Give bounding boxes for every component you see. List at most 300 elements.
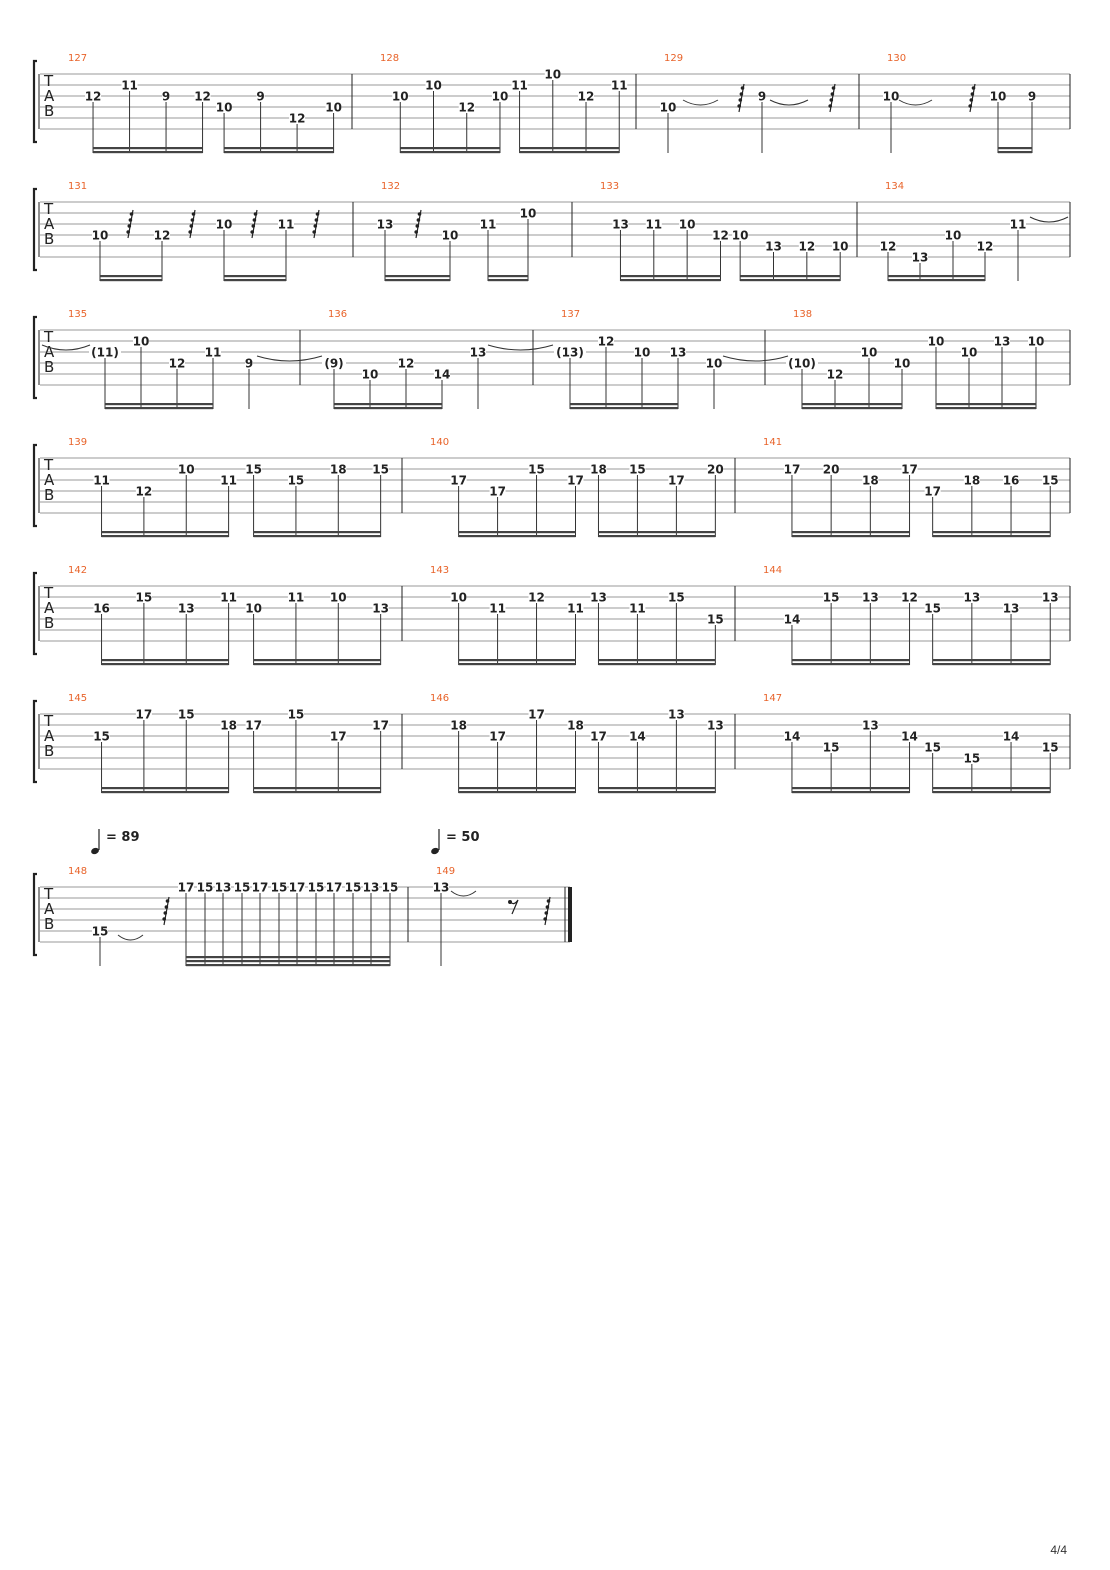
beam — [100, 279, 162, 281]
measure-139 — [68, 437, 402, 537]
beam — [488, 279, 528, 281]
fret-number: 17 — [288, 880, 306, 895]
quarter-note-icon — [90, 847, 100, 855]
fret-number: 14 — [783, 612, 801, 627]
fret-number: 18 — [590, 462, 607, 477]
fret-number: 15 — [822, 590, 840, 605]
measure-number: 146 — [430, 693, 450, 704]
measure-number: 145 — [68, 693, 88, 704]
fret-number: 11 — [489, 601, 506, 616]
fret-number: 13 — [861, 718, 879, 733]
fret-number: 20 — [707, 462, 724, 477]
tab-letter-a: A — [44, 87, 55, 105]
tie-arc — [723, 356, 788, 361]
beam — [792, 787, 910, 789]
fret-number: 10 — [831, 239, 849, 254]
fret-number: 11 — [93, 473, 110, 488]
fret-number: 15 — [287, 707, 305, 722]
measure-number: 136 — [328, 309, 348, 320]
final-barline-thick — [568, 887, 572, 942]
measure-number: 130 — [887, 53, 907, 64]
fret-number: (10) — [788, 356, 816, 371]
fret-number: 12 — [168, 356, 186, 371]
beam — [933, 663, 1051, 665]
beam — [598, 791, 715, 793]
measure-number: 149 — [436, 866, 456, 877]
system-bracket — [34, 573, 37, 654]
fret-number: 10 — [215, 217, 233, 232]
system-3 — [34, 309, 1070, 409]
tab-letter-a: A — [44, 215, 55, 233]
measure-number: 127 — [68, 53, 88, 64]
fret-number: 10 — [1027, 334, 1045, 349]
measure-132 — [377, 181, 572, 281]
fret-number: 12 — [397, 356, 415, 371]
fret-number: 13 — [861, 590, 879, 605]
fret-number: 12 — [597, 334, 615, 349]
measure-146 — [430, 693, 735, 793]
beam — [740, 275, 840, 277]
fret-number: 13 — [1041, 590, 1059, 605]
fret-number: 15 — [91, 924, 109, 939]
measure-number: 131 — [68, 181, 88, 192]
fret-number: 9 — [244, 356, 254, 371]
fret-number: 10 — [960, 345, 978, 360]
beam — [254, 535, 381, 537]
fret-number: 10 — [245, 601, 262, 616]
tab-letter-a: A — [44, 727, 55, 745]
fret-number: 10 — [927, 334, 945, 349]
beam — [334, 403, 442, 405]
measure-number: 135 — [68, 309, 88, 320]
beam — [933, 787, 1051, 789]
beam — [400, 151, 500, 153]
fret-number: 17 — [901, 462, 918, 477]
beam — [102, 787, 229, 789]
tie-arc — [488, 345, 553, 350]
fret-number: 15 — [381, 880, 399, 895]
fret-number: 11 — [610, 78, 628, 93]
fret-number: 18 — [450, 718, 467, 733]
system-bracket — [34, 61, 37, 142]
fret-number: 15 — [528, 462, 545, 477]
beam — [888, 279, 985, 281]
beam — [802, 407, 902, 409]
beam — [93, 151, 203, 153]
quarter-note-icon — [430, 847, 440, 855]
fret-number: 10 — [705, 356, 723, 371]
tab-letter-b: B — [44, 230, 55, 248]
beam — [254, 787, 381, 789]
tie-arc — [770, 100, 808, 105]
beam — [459, 531, 576, 533]
fret-number: 18 — [329, 462, 347, 477]
tab-letter-t: T — [44, 885, 54, 903]
fret-number: 15 — [1041, 740, 1059, 755]
measure-133 — [600, 181, 857, 281]
fret-number: (11) — [91, 345, 119, 360]
beam — [620, 275, 720, 277]
measure-142 — [68, 565, 402, 665]
fret-number: 10 — [177, 462, 195, 477]
beam — [102, 791, 229, 793]
fret-number: 16 — [1002, 473, 1020, 488]
rest-icon — [968, 84, 975, 112]
tab-letter-t: T — [44, 72, 54, 90]
fret-number: 10 — [944, 228, 962, 243]
fret-number: 11 — [121, 78, 138, 93]
fret-number: 10 — [731, 228, 749, 243]
fret-number: 11 — [629, 601, 646, 616]
fret-number: 15 — [135, 590, 153, 605]
measure-number: 138 — [793, 309, 813, 320]
fret-number: 15 — [924, 740, 942, 755]
beam — [224, 279, 286, 281]
tab-letter-a: A — [44, 343, 55, 361]
tie-arc — [451, 891, 476, 896]
tab-letter-t: T — [44, 200, 54, 218]
measure-number: 132 — [381, 181, 401, 192]
fret-number: 17 — [325, 880, 343, 895]
beam — [105, 403, 213, 405]
fret-number: 15 — [93, 729, 110, 744]
measure-number: 137 — [561, 309, 581, 320]
fret-number: 10 — [633, 345, 651, 360]
fret-number: 17 — [567, 473, 584, 488]
measure-148 — [68, 866, 408, 966]
fret-number: 12 — [528, 590, 545, 605]
beam — [936, 403, 1036, 405]
fret-number: 10 — [678, 217, 696, 232]
measure-135 — [68, 309, 300, 409]
tie-arc — [1030, 217, 1068, 222]
fret-number: 15 — [963, 751, 981, 766]
beam — [933, 535, 1051, 537]
beam — [792, 535, 910, 537]
fret-number: 17 — [450, 473, 467, 488]
fret-number: 17 — [668, 473, 685, 488]
beam — [102, 531, 229, 533]
tab-letter-a: A — [44, 900, 55, 918]
beam — [102, 535, 229, 537]
system-6 — [34, 693, 1070, 793]
tab-letter-a: A — [44, 599, 55, 617]
beam — [792, 791, 910, 793]
tab-letter-b: B — [44, 486, 55, 504]
beam — [93, 147, 203, 149]
beam — [224, 275, 286, 277]
beam — [936, 407, 1036, 409]
measure-number: 133 — [600, 181, 620, 192]
measure-number: 129 — [664, 53, 684, 64]
measure-131 — [68, 181, 353, 281]
fret-number: 17 — [135, 707, 153, 722]
beam — [334, 407, 442, 409]
fret-number: 10 — [893, 356, 911, 371]
beam — [933, 659, 1051, 661]
fret-number: 10 — [215, 100, 233, 115]
fret-number: 11 — [277, 217, 295, 232]
fret-number: 14 — [901, 729, 918, 744]
fret-number: 9 — [256, 89, 265, 104]
fret-number: 13 — [590, 590, 607, 605]
beam — [598, 659, 715, 661]
fret-number: 18 — [963, 473, 981, 488]
fret-number: 15 — [245, 462, 262, 477]
fret-number: 12 — [976, 239, 994, 254]
fret-number: 17 — [251, 880, 269, 895]
fret-number: 20 — [822, 462, 840, 477]
measure-number: 141 — [763, 437, 783, 448]
beam — [254, 531, 381, 533]
tempo-value: = 50 — [446, 830, 480, 845]
tab-letter-t: T — [44, 456, 54, 474]
measure-number: 140 — [430, 437, 450, 448]
fret-number: 15 — [707, 612, 724, 627]
beam — [998, 147, 1032, 149]
beam — [105, 407, 213, 409]
system-bracket — [34, 317, 37, 398]
tempo-value: = 89 — [106, 830, 140, 845]
measure-145 — [68, 693, 402, 793]
fret-number: 11 — [479, 217, 497, 232]
measure-136 — [322, 309, 533, 409]
beam — [598, 787, 715, 789]
measure-147 — [763, 693, 1070, 793]
beam — [254, 659, 381, 661]
system-bracket — [34, 874, 37, 955]
fret-number: 12 — [577, 89, 595, 104]
fret-number: 12 — [84, 89, 102, 104]
beam — [186, 960, 390, 962]
fret-number: 15 — [233, 880, 251, 895]
system-5 — [34, 565, 1070, 665]
tempo-mark — [90, 829, 139, 855]
fret-number: 17 — [924, 484, 942, 499]
measure-134 — [880, 181, 1070, 281]
measure-149 — [433, 866, 572, 966]
system-bracket — [34, 445, 37, 526]
fret-number: (9) — [324, 356, 344, 371]
measure-number: 128 — [380, 53, 400, 64]
tab-letter-t: T — [44, 584, 54, 602]
beam — [224, 147, 334, 149]
beam — [459, 787, 576, 789]
fret-number: 12 — [288, 111, 306, 126]
fret-number: 12 — [194, 89, 211, 104]
fret-number: 15 — [177, 707, 195, 722]
beam — [933, 531, 1051, 533]
fret-number: 10 — [544, 67, 562, 82]
fret-number: 13 — [177, 601, 195, 616]
fret-number: 15 — [344, 880, 362, 895]
measure-143 — [430, 565, 735, 665]
beam — [570, 407, 678, 409]
fret-number: 13 — [668, 707, 685, 722]
fret-number: 15 — [287, 473, 305, 488]
beam — [459, 535, 576, 537]
beam — [740, 279, 840, 281]
fret-number: 15 — [307, 880, 325, 895]
beam — [100, 275, 162, 277]
fret-number: 13 — [765, 239, 782, 254]
fret-number: 11 — [287, 590, 305, 605]
fret-number: 15 — [924, 601, 942, 616]
fret-number: 9 — [1027, 89, 1037, 104]
beam — [224, 151, 334, 153]
fret-number: 12 — [712, 228, 729, 243]
fret-number: 10 — [391, 89, 409, 104]
system-7 — [34, 866, 572, 966]
fret-number: 11 — [220, 473, 237, 488]
measure-144 — [763, 565, 1070, 665]
beam — [888, 275, 985, 277]
fret-number: 13 — [1002, 601, 1020, 616]
fret-number: 17 — [783, 462, 801, 477]
beam — [998, 151, 1032, 153]
tab-letter-b: B — [44, 102, 55, 120]
fret-number: 11 — [204, 345, 222, 360]
measure-141 — [763, 437, 1070, 537]
measure-140 — [430, 437, 735, 537]
beam — [520, 151, 620, 153]
fret-number: 14 — [629, 729, 646, 744]
fret-number: 13 — [432, 880, 450, 895]
tie-arc — [118, 935, 143, 940]
tab-letter-b: B — [44, 915, 55, 933]
tab-letter-t: T — [44, 328, 54, 346]
beam — [570, 403, 678, 405]
rest-icon — [543, 897, 550, 925]
fret-number: 13 — [362, 880, 380, 895]
fret-number: 10 — [329, 590, 347, 605]
system-1 — [34, 53, 1070, 153]
fret-number: 15 — [1041, 473, 1059, 488]
measure-number: 147 — [763, 693, 783, 704]
beam — [459, 659, 576, 661]
tab-letter-b: B — [44, 614, 55, 632]
fret-number: 11 — [567, 601, 584, 616]
fret-number: 14 — [433, 367, 451, 382]
measure-130 — [883, 53, 1070, 153]
beam — [385, 275, 450, 277]
fret-number: 12 — [458, 100, 476, 115]
beam — [400, 147, 500, 149]
fret-number: 10 — [491, 89, 509, 104]
system-4 — [34, 437, 1070, 537]
tempo-mark — [430, 829, 479, 855]
fret-number: 15 — [668, 590, 685, 605]
fret-number: 18 — [220, 718, 237, 733]
beam — [598, 535, 715, 537]
beam — [102, 663, 229, 665]
fret-number: 13 — [911, 250, 929, 265]
fret-number: 17 — [590, 729, 607, 744]
measure-127 — [68, 53, 352, 153]
measure-number: 134 — [885, 181, 905, 192]
tab-letter-a: A — [44, 471, 55, 489]
fret-number: 15 — [372, 462, 389, 477]
beam — [598, 531, 715, 533]
measure-128 — [380, 53, 636, 153]
fret-number: 13 — [612, 217, 629, 232]
fret-number: 12 — [153, 228, 171, 243]
beam — [186, 956, 390, 958]
fret-number: 17 — [489, 484, 506, 499]
fret-number: 11 — [1009, 217, 1027, 232]
fret-number: 13 — [707, 718, 724, 733]
beam — [459, 791, 576, 793]
measure-number: 142 — [68, 565, 88, 576]
fret-number: 15 — [822, 740, 840, 755]
fret-number: 13 — [214, 880, 232, 895]
fret-number: 14 — [1002, 729, 1020, 744]
fret-number: 18 — [861, 473, 879, 488]
fret-number: 12 — [901, 590, 918, 605]
fret-number: 17 — [177, 880, 195, 895]
tie-arc — [257, 356, 322, 361]
fret-number: 17 — [372, 718, 389, 733]
fret-number: 15 — [196, 880, 214, 895]
measure-number: 148 — [68, 866, 88, 877]
fret-number: 13 — [963, 590, 981, 605]
beam — [598, 663, 715, 665]
tab-letter-t: T — [44, 712, 54, 730]
beam — [254, 663, 381, 665]
measure-138 — [786, 309, 1070, 409]
fret-number: 10 — [882, 89, 900, 104]
beam — [802, 403, 902, 405]
measure-number: 143 — [430, 565, 450, 576]
fret-number: 10 — [91, 228, 109, 243]
beam — [459, 663, 576, 665]
rest-icon — [737, 84, 744, 112]
fret-number: 17 — [329, 729, 347, 744]
fret-number: 10 — [519, 206, 537, 221]
beam — [520, 147, 620, 149]
fret-number: 10 — [989, 89, 1007, 104]
fret-number: 9 — [757, 89, 767, 104]
fret-number: 15 — [629, 462, 646, 477]
beam — [792, 659, 910, 661]
beam — [933, 791, 1051, 793]
fret-number: 9 — [161, 89, 171, 104]
fret-number: 10 — [441, 228, 459, 243]
fret-number: 11 — [645, 217, 663, 232]
fret-number: 10 — [425, 78, 442, 93]
fret-number: 13 — [993, 334, 1011, 349]
rest-icon — [828, 84, 835, 112]
fret-number: 12 — [798, 239, 816, 254]
tie-arc — [683, 100, 718, 105]
fret-number: 12 — [826, 367, 844, 382]
fret-number: 10 — [361, 367, 379, 382]
beam — [792, 663, 910, 665]
fret-number: 12 — [879, 239, 897, 254]
fret-number: 10 — [450, 590, 467, 605]
beam — [102, 659, 229, 661]
fret-number: 17 — [528, 707, 545, 722]
tab-letter-b: B — [44, 742, 55, 760]
fret-number: 13 — [372, 601, 389, 616]
fret-number: 16 — [93, 601, 110, 616]
fret-number: 17 — [245, 718, 262, 733]
fret-number: (13) — [556, 345, 584, 360]
fret-number: 12 — [135, 484, 153, 499]
system-bracket — [34, 701, 37, 782]
fret-number: 11 — [511, 78, 528, 93]
fret-number: 17 — [489, 729, 506, 744]
